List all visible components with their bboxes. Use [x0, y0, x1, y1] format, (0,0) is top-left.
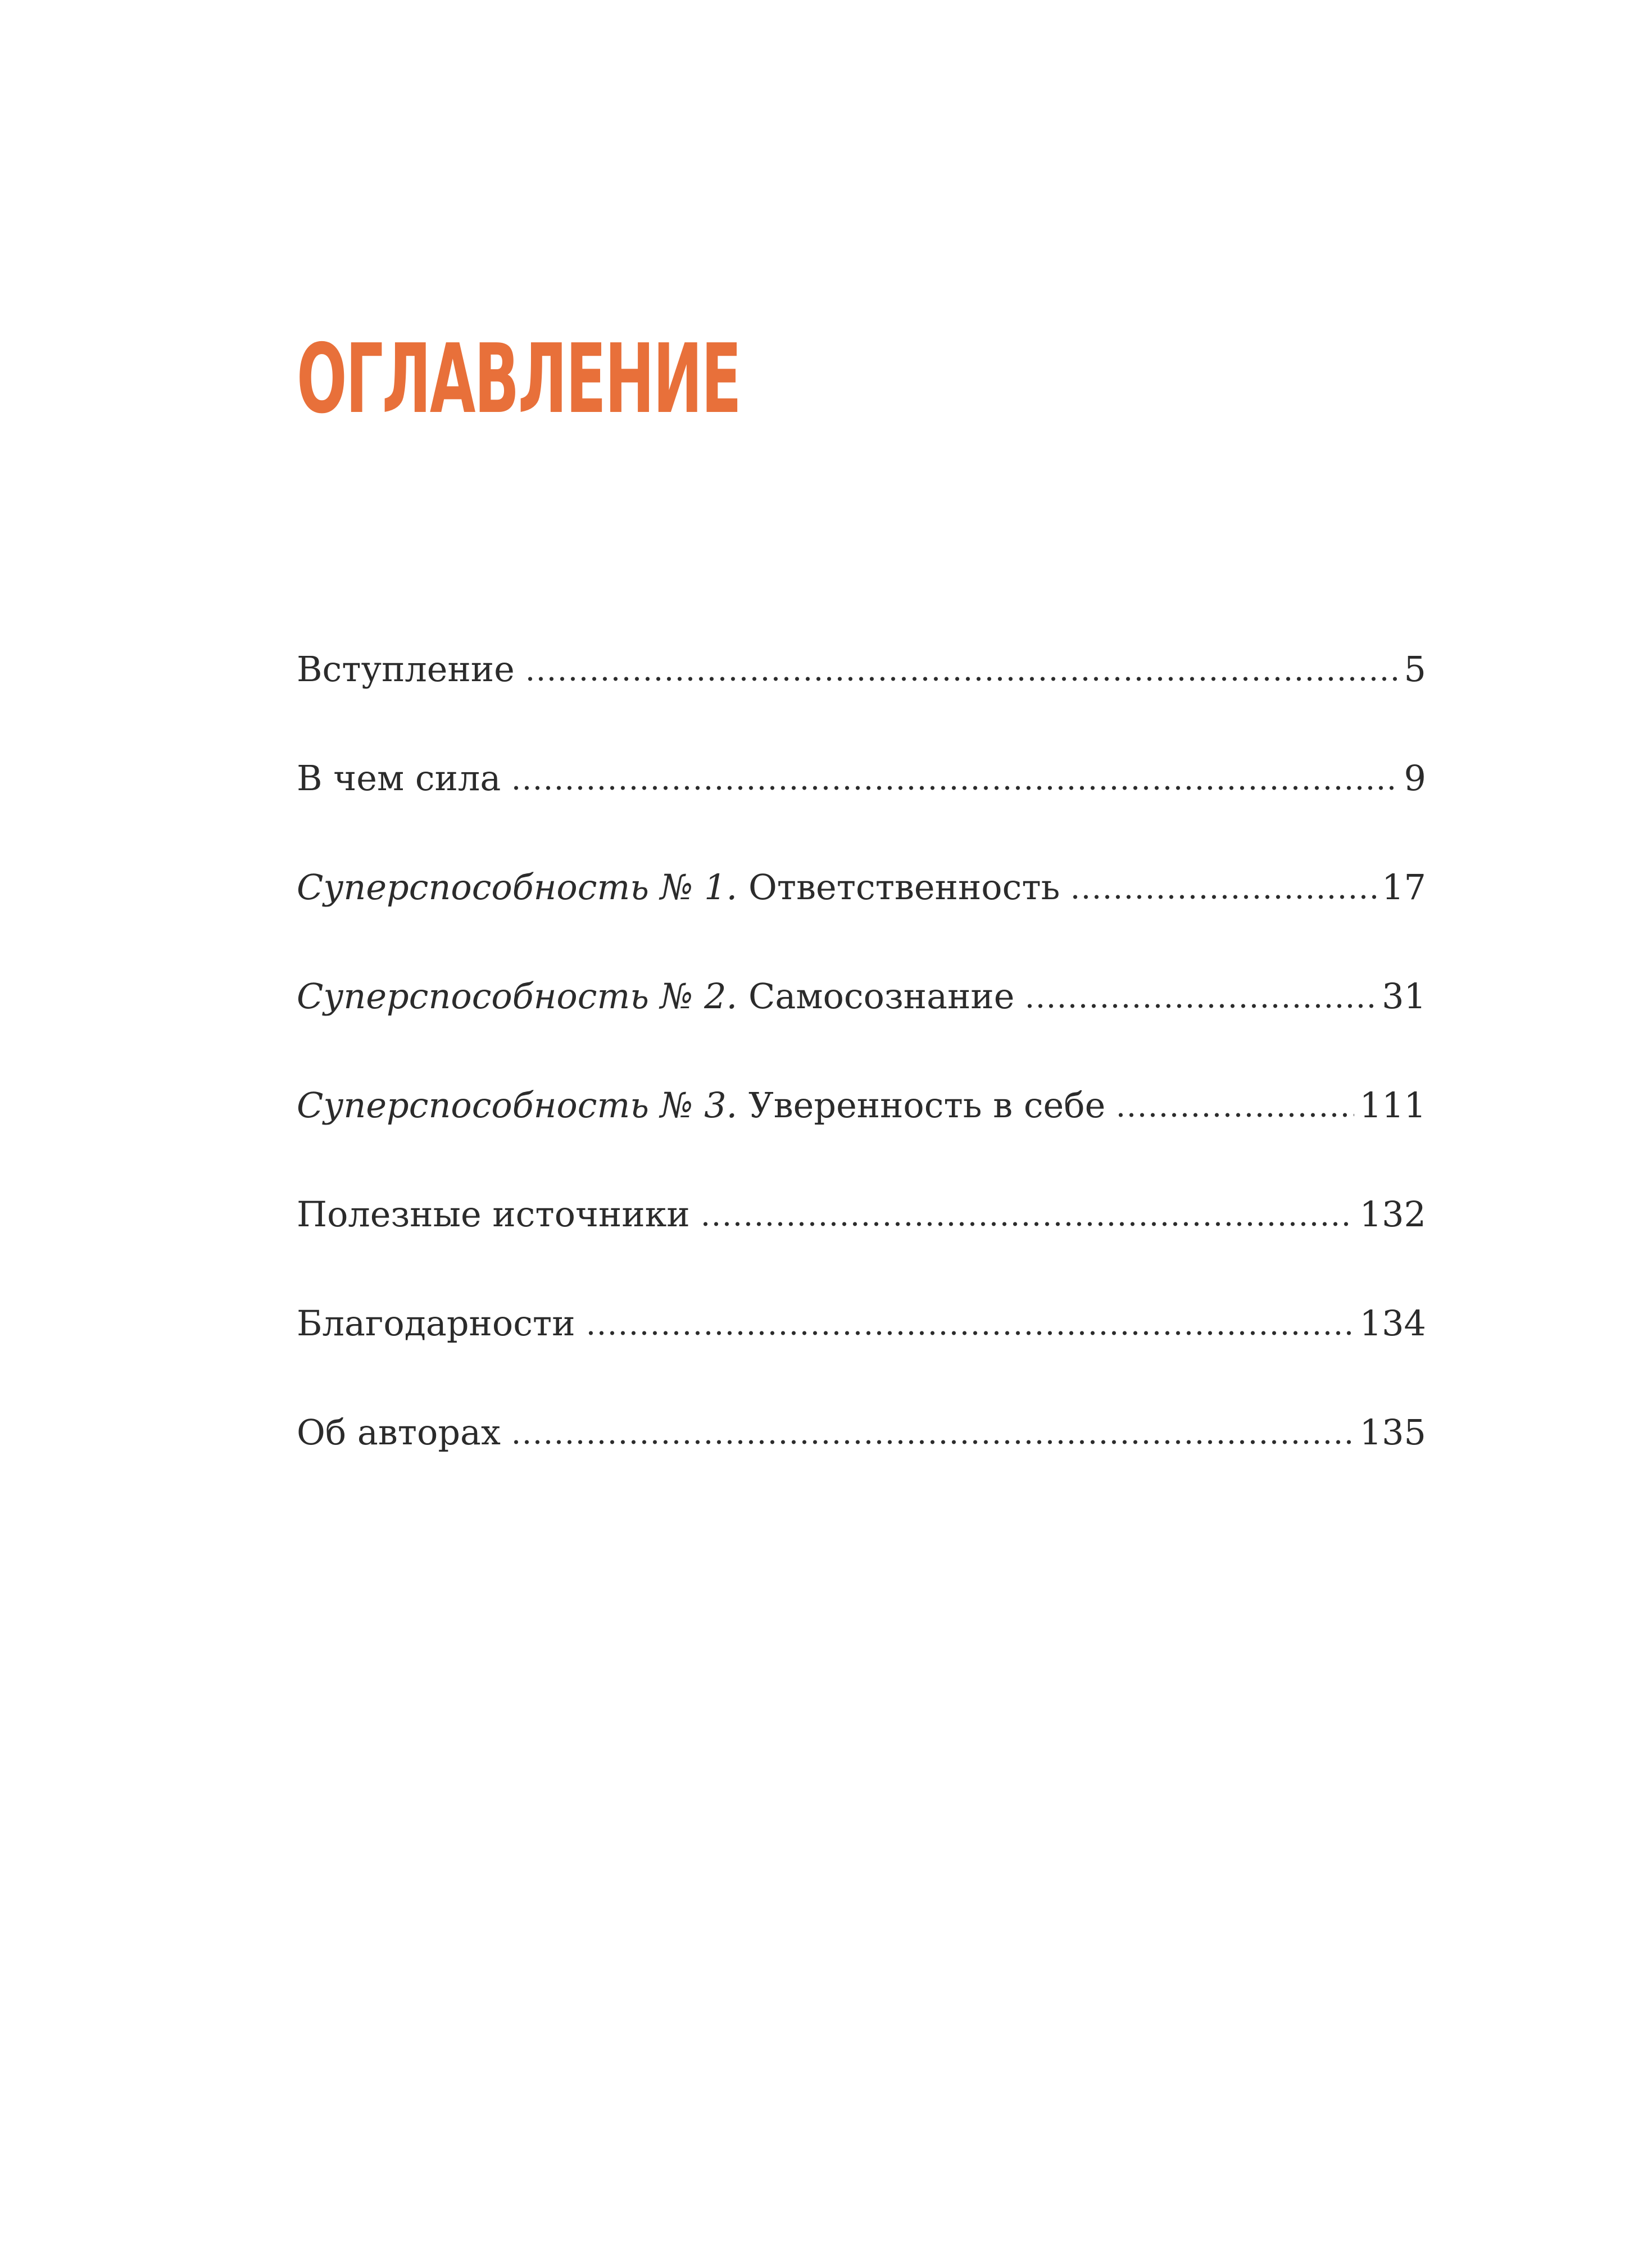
dot-leader [1024, 977, 1376, 1012]
toc-entry-label: Об авторах [297, 1412, 501, 1453]
toc-entry-title [297, 867, 1060, 908]
toc-page-number: 5 [1404, 649, 1426, 690]
toc-entry-label: В чем сила [297, 758, 501, 799]
table-of-contents [297, 646, 1426, 1519]
toc-entry-label: Полезные источники [297, 1194, 690, 1235]
toc-entry-italic-prefix: Суперспособность № 1. [297, 867, 738, 908]
toc-page-number: 134 [1359, 1303, 1426, 1344]
toc-entry [297, 646, 1426, 755]
toc-page-number: 135 [1359, 1412, 1426, 1453]
dot-leader [511, 1413, 1354, 1448]
page-title: ОГЛАВЛЕНИЕ [297, 324, 741, 435]
toc-page-number: 132 [1359, 1194, 1426, 1235]
toc-entry-label: Ответственность [737, 867, 1060, 908]
toc-entry-italic-prefix: Суперспособность № 3. [297, 1085, 738, 1126]
dot-leader [1115, 1086, 1354, 1121]
toc-page-number: 17 [1382, 867, 1426, 908]
toc-entry [297, 864, 1426, 973]
toc-entry [297, 1300, 1426, 1409]
toc-entry-title [297, 1303, 575, 1344]
toc-entry [297, 1082, 1426, 1191]
toc-entry-title [297, 649, 515, 690]
dot-leader [586, 1304, 1354, 1339]
toc-page-number: 31 [1382, 976, 1426, 1017]
toc-entry [297, 1409, 1426, 1519]
toc-entry-label: Благодарности [297, 1303, 575, 1344]
dot-leader [1070, 868, 1376, 903]
toc-entry-title [297, 1412, 501, 1453]
dot-leader [700, 1195, 1354, 1230]
dot-leader [525, 650, 1399, 685]
toc-entry-title [297, 1085, 1105, 1126]
toc-page-number: 9 [1404, 758, 1426, 799]
toc-entry [297, 973, 1426, 1082]
dot-leader [511, 759, 1398, 794]
toc-entry-title [297, 758, 501, 799]
toc-page-number: 111 [1359, 1085, 1426, 1126]
toc-entry-label: Вступление [297, 649, 515, 690]
toc-entry-title [297, 1194, 690, 1235]
toc-entry-label: Самосознание [737, 976, 1015, 1017]
toc-entry-label: Уверенность в себе [737, 1085, 1106, 1126]
toc-entry [297, 755, 1426, 864]
toc-entry-italic-prefix: Суперспособность № 2. [297, 976, 738, 1017]
toc-entry-title [297, 976, 1014, 1017]
toc-entry [297, 1191, 1426, 1300]
